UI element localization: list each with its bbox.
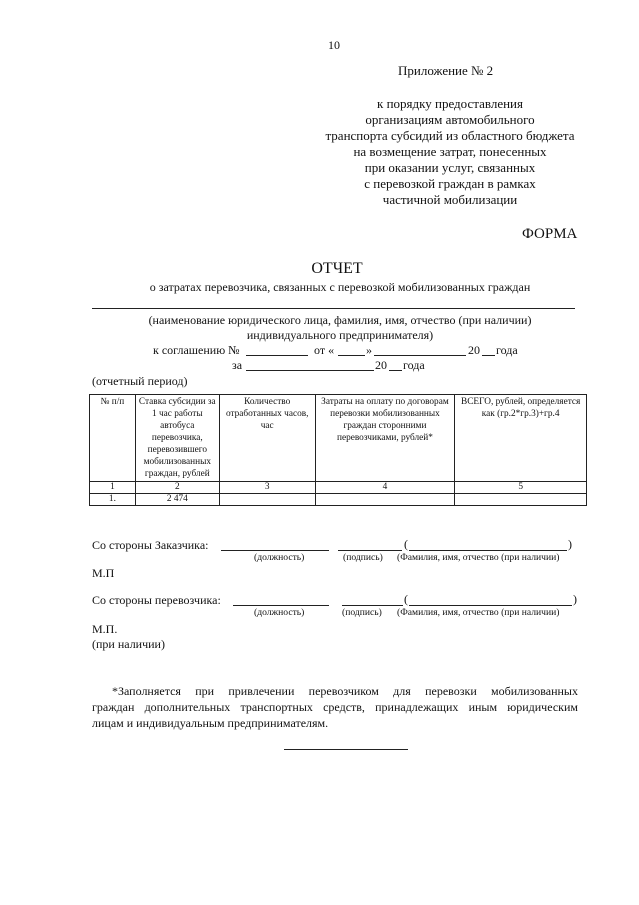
period-year-field[interactable] (389, 370, 402, 371)
table-header-row (90, 395, 587, 482)
appendix-line: на возмещение затрат, понесенных (353, 144, 547, 159)
header-cell: Ставка субсидии за 1 час работы автобуса перевозчика, перевозившего мобилизованных граждан, рублей (135, 395, 219, 482)
report-title: ОТЧЕТ (311, 260, 363, 277)
customer-label: Со стороны Заказчика: (92, 538, 209, 552)
footnote-line: лицам и индивидуальным предпринимателям. (92, 716, 329, 730)
column-number: 2 (135, 482, 219, 494)
header-cell: Количество отработанных часов, час (219, 395, 315, 482)
carrier-stamp-hint: (при наличии) (92, 637, 165, 651)
report-subtitle: о затратах перевозчика, связанных с перевозкой мобилизованных граждан (149, 280, 531, 294)
customer-signature-field[interactable] (338, 550, 402, 551)
row-number: 1. (90, 494, 136, 506)
carrier-stamp: М.П. (92, 622, 118, 636)
period-prefix: за (232, 358, 243, 372)
total-cell[interactable] (455, 494, 587, 506)
carrier-name-field[interactable] (409, 605, 572, 606)
name-hint-2: индивидуального предпринимателя) (246, 328, 434, 342)
period-field[interactable] (246, 370, 374, 371)
agreement-number-field[interactable] (246, 355, 308, 356)
customer-position-hint: (должность) (254, 552, 305, 563)
customer-name-field[interactable] (409, 550, 567, 551)
carrier-open-paren: ( (404, 592, 408, 606)
header-cell: ВСЕГО, рублей, определяется как (гр.2*гр.3)+гр.4 (455, 395, 587, 482)
carrier-name-hint: (Фамилия, имя, отчество (при наличии) (397, 607, 560, 618)
header-cell: № п/п (90, 395, 136, 482)
form-label: ФОРМА (522, 226, 578, 242)
period-year-suffix: года (403, 358, 425, 372)
carrier-close-paren: ) (573, 592, 577, 606)
carrier-position-field[interactable] (233, 605, 329, 606)
customer-close-paren: ) (568, 537, 572, 551)
agreement-from: от « (314, 343, 335, 357)
appendix-line: частичной мобилизации (382, 192, 518, 207)
customer-stamp: М.П (92, 566, 115, 580)
agreement-year-prefix: 20 (468, 343, 480, 357)
agreement-day-field[interactable] (338, 355, 365, 356)
customer-position-field[interactable] (221, 550, 329, 551)
appendix-line: с перевозкой граждан в рамках (364, 176, 536, 191)
hours-cell[interactable] (219, 494, 315, 506)
rate-cell[interactable]: 2 474 (135, 494, 219, 506)
agreement-quote-close: » (366, 343, 372, 357)
period-year-prefix: 20 (375, 358, 387, 372)
agreement-year-suffix: года (496, 343, 518, 357)
agreement-year-field[interactable] (482, 355, 495, 356)
header-cell: Затраты на оплату по договорам перевозки мобилизованных граждан сторонними перевозчиками, рублей* (315, 395, 455, 482)
appendix-line: при оказании услуг, связанных (364, 160, 536, 175)
column-number: 5 (455, 482, 587, 494)
column-number: 4 (315, 482, 455, 494)
customer-signature-hint: (подпись) (343, 552, 383, 563)
appendix-line: к порядку предоставления (377, 96, 523, 111)
carrier-position-hint: (должность) (254, 607, 305, 618)
column-number: 3 (219, 482, 315, 494)
bottom-separator (284, 749, 408, 750)
customer-open-paren: ( (404, 537, 408, 551)
table-row (90, 494, 587, 506)
agreement-month-field[interactable] (374, 355, 466, 356)
appendix-line: транспорта субсидий из областного бюджета (325, 128, 575, 143)
carrier-label: Со стороны перевозчика: (92, 593, 221, 607)
footnote-line: *Заполняется при привлечении перевозчиком для перевозки мобилизованных (112, 684, 578, 698)
costs-cell[interactable] (315, 494, 455, 506)
column-number-row (90, 482, 587, 494)
period-hint: (отчетный период) (92, 374, 188, 388)
report-table (89, 394, 587, 506)
carrier-signature-field[interactable] (342, 605, 403, 606)
name-fill-line[interactable] (92, 308, 575, 309)
carrier-signature-hint: (подпись) (342, 607, 382, 618)
name-hint: (наименование юридического лица, фамилия, имя, отчество (при наличии) (148, 313, 532, 327)
appendix-line: организациям автомобильного (365, 112, 535, 127)
page-number: 10 (328, 38, 340, 52)
appendix-title: Приложение № 2 (398, 63, 494, 78)
customer-name-hint: (Фамилия, имя, отчество (при наличии) (397, 552, 560, 563)
agreement-prefix: к соглашению № (153, 343, 240, 357)
footnote-line: граждан дополнительных транспортных средств, принадлежащих иным юридическим (92, 700, 578, 714)
column-number: 1 (90, 482, 136, 494)
